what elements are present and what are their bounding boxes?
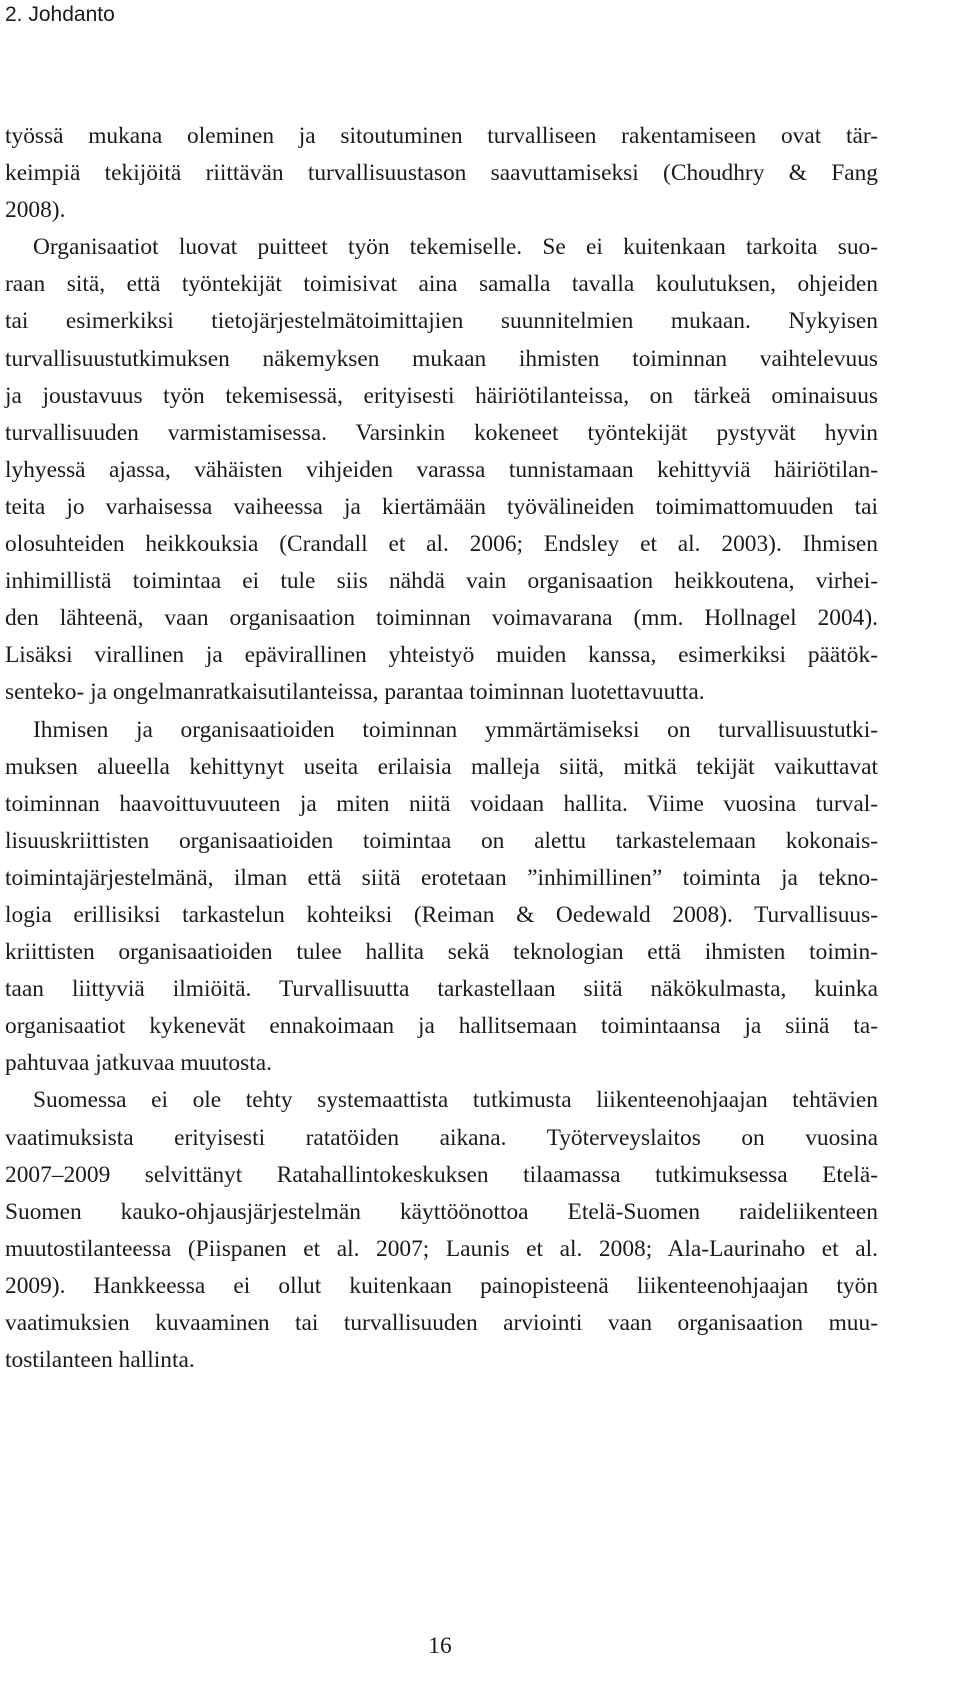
text-line: olosuhteiden heikkouksia (Crandall et al. 2006; Endsley et al. 2003). Ihmisen <box>5 531 878 558</box>
text-line: senteko- ja ongelmanratkaisutilanteissa, parantaa toiminnan luotettavuutta. <box>5 679 705 706</box>
text-line: den lähteenä, vaan organisaation toiminnan voimavarana (mm. Hollnagel 2004). <box>5 605 878 632</box>
text-line: 2008). <box>5 197 66 224</box>
text-line: Suomen kauko-ohjausjärjestelmän käyttöönottoa Etelä-Suomen raideliikenteen <box>5 1198 878 1225</box>
text-line: toiminnan haavoittuvuuteen ja miten niitä voidaan hallita. Viime vuosina turval- <box>5 790 878 817</box>
text-line: Lisäksi virallinen ja epävirallinen yhteistyö muiden kanssa, esimerkiksi päätök- <box>5 642 878 669</box>
text-line: toimintajärjestelmänä, ilman että siitä erotetaan ”inhimillinen” toiminta ja tekno- <box>5 864 878 891</box>
text-line: kriittisten organisaatioiden tulee hallita sekä teknologian että ihmisten toimin- <box>5 939 878 966</box>
text-line: turvallisuustutkimuksen näkemyksen mukaan ihmisten toiminnan vaihtelevuus <box>5 345 878 372</box>
text-line: inhimillistä toimintaa ei tule siis nähdä vain organisaation heikkoutena, virhei- <box>5 568 878 595</box>
text-line: muksen alueella kehittynyt useita erilaisia malleja siitä, mitkä tekijät vaikuttavat <box>5 753 878 780</box>
text-line: muutostilanteessa (Piispanen et al. 2007; Launis et al. 2008; Ala-Laurinaho et al. <box>5 1235 878 1262</box>
text-line: lisuuskriittisten organisaatioiden toimintaa on alettu tarkastelemaan kokonais- <box>5 827 878 854</box>
text-line: vaatimuksien kuvaaminen tai turvallisuuden arviointi vaan organisaation muu- <box>5 1310 878 1336</box>
text-line: teita jo varhaisessa vaiheessa ja kiertämään työvälineiden toimimattomuuden tai <box>5 493 878 520</box>
text-line: taan liittyviä ilmiöitä. Turvallisuutta tarkastellaan siitä näkökulmasta, kuinka <box>5 976 878 1003</box>
text-line: tostilanteen hallinta. <box>5 1347 195 1374</box>
text-line: 2009). Hankkeessa ei ollut kuitenkaan painopisteenä liikenteenohjaajan työn <box>5 1272 878 1299</box>
text-line: organisaatiot kykenevät ennakoimaan ja hallitsemaan toimintaansa ja siinä ta- <box>5 1013 878 1040</box>
text-line: vaatimuksista erityisesti ratatöiden aikana. Työterveyslaitos on vuosina <box>5 1124 878 1151</box>
text-line: Ihmisen ja organisaatioiden toiminnan ymmärtämiseksi on turvallisuustutki- <box>33 716 878 743</box>
text-line: Organisaatiot luovat puitteet työn tekemiselle. Se ei kuitenkaan tarkoita suo- <box>33 234 878 261</box>
text-line: raan sitä, että työntekijät toimisivat aina samalla tavalla koulutuksen, ohjeiden <box>5 271 878 298</box>
text-line: keimpiä tekijöitä riittävän turvallisuustason saavuttamiseksi (Choudhry & Fang <box>5 160 878 187</box>
text-line: työssä mukana oleminen ja sitoutuminen turvalliseen rakentamiseen ovat tär- <box>5 123 878 149</box>
text-line: Suomessa ei ole tehty systemaattista tutkimusta liikenteenohjaajan tehtävien <box>33 1087 878 1114</box>
page-number: 16 <box>428 1633 452 1659</box>
body-text <box>5 118 878 1379</box>
running-header: 2. Johdanto <box>5 3 115 26</box>
text-line: logia erillisiksi tarkastelun kohteiksi (Reiman & Oedewald 2008). Turvallisuus- <box>5 901 878 928</box>
text-line: lyhyessä ajassa, vähäisten vihjeiden varassa tunnistamaan kehittyviä häiriötilan- <box>5 456 878 483</box>
text-line: ja joustavuus työn tekemisessä, erityisesti häiriötilanteissa, on tärkeä ominaisuus <box>5 382 878 409</box>
text-line: turvallisuuden varmistamisessa. Varsinkin kokeneet työntekijät pystyvät hyvin <box>5 419 878 446</box>
text-line: 2007–2009 selvittänyt Ratahallintokeskuksen tilaamassa tutkimuksessa Etelä- <box>5 1161 878 1188</box>
text-line: tai esimerkiksi tietojärjestelmätoimittajien suunnitelmien mukaan. Nykyisen <box>5 308 878 335</box>
text-line: pahtuvaa jatkuvaa muutosta. <box>5 1050 272 1077</box>
